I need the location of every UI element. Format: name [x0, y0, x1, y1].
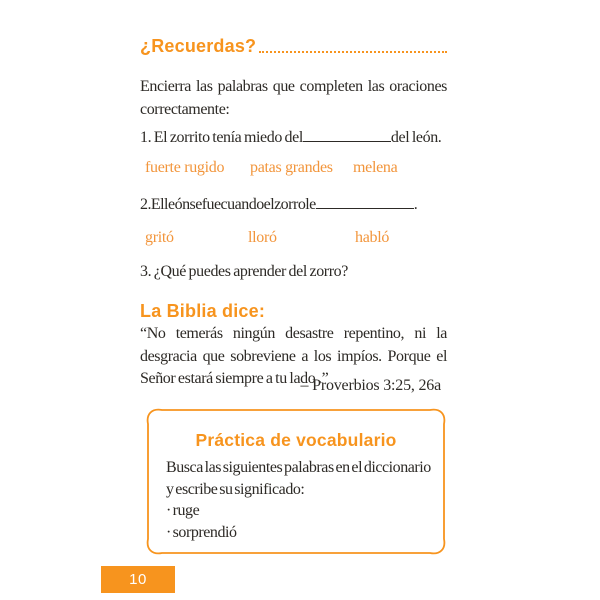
answer-blank-2	[316, 194, 414, 209]
option-word: melena	[353, 159, 398, 176]
option-word: lloró	[248, 229, 277, 246]
option-word: gritó	[145, 229, 174, 246]
vocab-title: Práctica de vocabulario	[195, 430, 397, 450]
option-word: fuerte rugido	[145, 159, 225, 176]
vocab-instructions-line1: Busca las siguientes palabras en el diccionario	[166, 459, 431, 476]
bible-quote-line3: Señor estará siempre a tu lado .”	[140, 370, 329, 387]
bible-quote-line2: desgracia que sobreviene a los impíos. Porque el	[140, 347, 447, 365]
vocab-word-item: · sorprendió	[166, 523, 237, 541]
page-number-badge: 10	[101, 566, 175, 593]
vocab-instructions	[166, 457, 438, 543]
option-word: patas grandes	[250, 159, 333, 176]
recuerdas-heading-row	[140, 36, 447, 57]
bible-citation: – Proverbios 3:25, 26a	[300, 377, 441, 394]
instructions-line1: Encierra las palabras que completen las oraciones	[140, 78, 447, 95]
question-2-suffix: .	[413, 196, 418, 213]
question-2-text: 2. El león se fue cuando el zorro le	[140, 196, 316, 213]
bible-heading: La Biblia dice:	[140, 301, 266, 321]
question-1	[140, 127, 460, 149]
instructions	[140, 75, 447, 121]
answer-blank-1	[303, 127, 391, 142]
recuerdas-title: ¿Recuerdas?	[140, 36, 257, 56]
bible-quote-line1: “No temerás ningún desastre repentino, ni la	[140, 325, 447, 342]
question-2	[140, 194, 460, 216]
instructions-line2: correctamente:	[140, 101, 230, 118]
vocab-instructions-line2: y escribe su significado:	[166, 480, 305, 498]
option-word: habló	[355, 229, 390, 246]
question-1-text: 1. El zorrito tenía miedo del	[140, 129, 303, 146]
question-1-suffix: del león.	[390, 129, 442, 146]
question-3: 3. ¿Qué puedes aprender del zorro?	[140, 263, 348, 280]
dotted-rule	[259, 50, 447, 53]
vocab-word-item: · ruge	[166, 502, 200, 519]
